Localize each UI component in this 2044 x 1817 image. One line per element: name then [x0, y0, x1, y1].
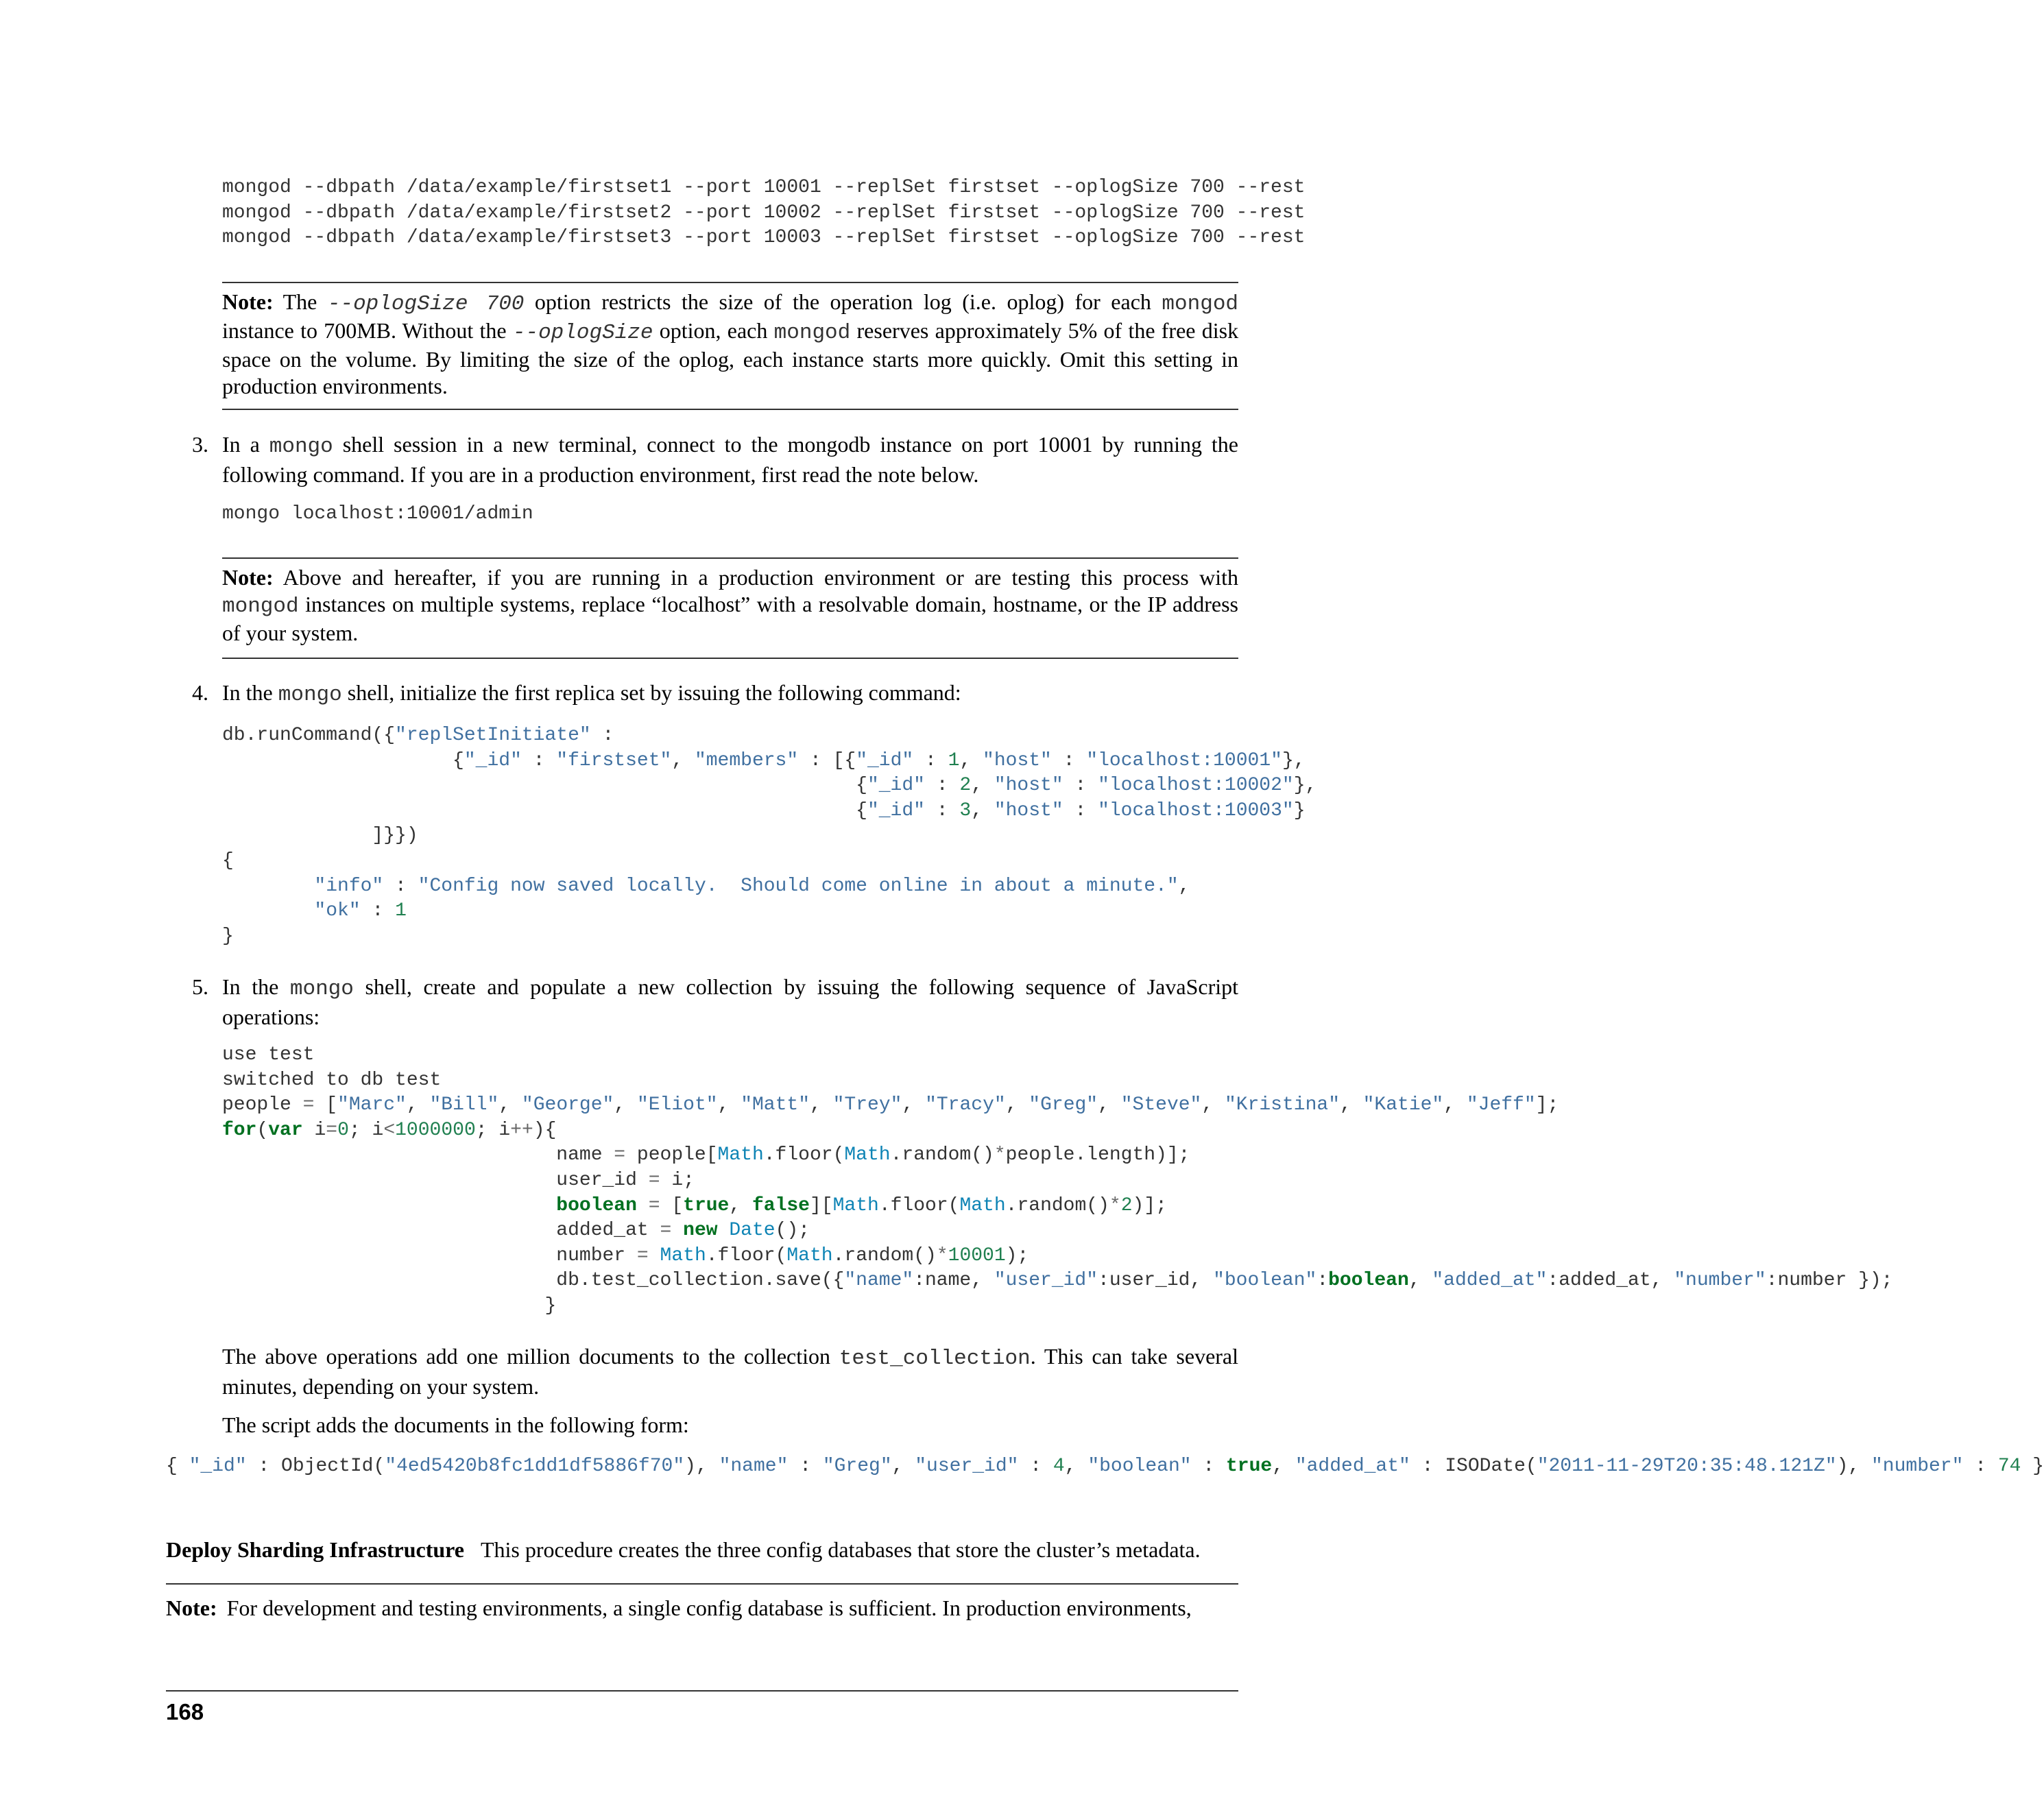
inline-code: --oplogSize: [512, 321, 653, 345]
step-text: In a: [222, 432, 260, 457]
code-line: mongod --dbpath /data/example/firstset1 --port 10001 --replSet firstset --oplogSize 700 --rest: [222, 177, 1306, 198]
code-line: mongo localhost:10001/admin: [222, 503, 533, 525]
populate-collection-code: use test switched to db test people = ["Marc", "Bill", "George", "Eliot", "Matt", "Trey", "Tracy", "Greg", "Steve", "Kristina", "Katie", "Jeff"]; for(var i=0; i<1000000; i++){ name = people[Math.floor(Math.random()*people.length)]; user_id = i; boolean = [true, false][Math.floor(Math.random()*2)]; added_at = new Date(); number = Math.floor(Math.random()*10001); db.test_collection.save({"name":name, "user_id":user_id, "boolean":boolean, "added_at":added_at, "number":number }); }: [222, 1044, 1893, 1316]
note-text: reserves approximately 5% of the free disk space on the volume. By limiting the size of the oplog, each instance starts more quickly. Omit this setting in production environments.: [222, 318, 1239, 398]
note-text: option restricts the size of the operation log (i.e. oplog) for each: [534, 289, 1151, 314]
step-text: In the: [222, 974, 279, 999]
paragraph: The script adds the documents in the following form:: [222, 1412, 689, 1437]
note-text: instance to 700MB. Without the: [222, 318, 507, 343]
section-paragraph: [166, 1536, 1238, 1563]
section-text: This procedure creates the three config databases that store the cluster’s metadata.: [480, 1537, 1201, 1562]
code-line: mongod --dbpath /data/example/firstset3 --port 10003 --replSet firstset --oplogSize 700 --rest: [222, 227, 1306, 249]
note-text: instances on multiple systems, replace “localhost” with a resolvable domain, hostname, or the IP address of your system.: [222, 592, 1239, 645]
step-3: [192, 431, 1238, 488]
inline-code: --oplogSize 700: [327, 292, 525, 316]
step-number: 3.: [192, 432, 208, 457]
step-number: 4.: [192, 680, 208, 705]
document-form-example: { "_id" : ObjectId("4ed5420b8fc1dd1df5886f70"), "name" : "Greg", "user_id" : 4, "boolean" : true, "added_at" : ISODate("2011-11-29T20:35:48.121Z"), "number" : 74 }: [166, 1456, 2044, 1477]
replset-initiate-code: db.runCommand({"replSetInitiate" : {"_id" : "firstset", "members" : [{"_id" : 1, "host" : "localhost:10001"}, {"_id" : 2, "host" : "localhost:10002"}, {"_id" : 3, "host" : "localhost:10003"} ]}}) { "info" : "Config now saved locally. Should come online in about a minute.", "ok" : 1 }: [222, 725, 1317, 947]
inline-code: mongo: [269, 435, 333, 459]
inline-code: mongo: [278, 683, 342, 707]
note-label: Note:: [166, 1596, 217, 1620]
note-config-db: [166, 1583, 1238, 1622]
note-oplogsize: [222, 282, 1238, 410]
step-text: shell session in a new terminal, connect to the mongodb instance on port 10001 by running the following command. If you are in a production environment, first read the note below.: [222, 432, 1239, 487]
inline-code: mongod: [773, 321, 851, 345]
step-text: shell, initialize the first replica set by issuing the following command:: [347, 680, 961, 705]
paragraph: [222, 1343, 1238, 1400]
mongo-connect-command: [222, 502, 1238, 527]
note-text: The: [282, 289, 317, 314]
note-label: Note:: [222, 289, 274, 314]
step-number: 5.: [192, 974, 208, 999]
step-text: In the: [222, 680, 273, 705]
inline-code: mongod: [1162, 292, 1239, 316]
note-label: Note:: [222, 565, 274, 590]
inline-code: mongod: [222, 594, 299, 618]
inline-code: test_collection: [839, 1347, 1031, 1371]
step-4: [192, 679, 1238, 709]
step-5: [192, 973, 1238, 1031]
mongod-start-commands: [222, 176, 1404, 251]
section-title: Deploy Sharding Infrastructure: [166, 1537, 464, 1562]
step-text: shell, create and populate a new collection by issuing the following sequence of JavaScript operations:: [222, 974, 1239, 1029]
para-text: . This can take several minutes, depending on your system.: [222, 1344, 1239, 1399]
note-text: option, each: [659, 318, 768, 343]
para-text: The above operations add one million documents to the collection: [222, 1344, 831, 1369]
note-localhost: [222, 557, 1238, 659]
inline-code: mongo: [289, 977, 354, 1001]
footer-rule: [166, 1690, 1238, 1692]
note-text: Above and hereafter, if you are running in a production environment or are testing this process with: [282, 565, 1238, 590]
note-text: For development and testing environments, a single config database is sufficient. In production environments,: [226, 1596, 1192, 1620]
page-number: 168: [166, 1699, 204, 1724]
code-line: mongod --dbpath /data/example/firstset2 --port 10002 --replSet firstset --oplogSize 700 --rest: [222, 202, 1306, 224]
